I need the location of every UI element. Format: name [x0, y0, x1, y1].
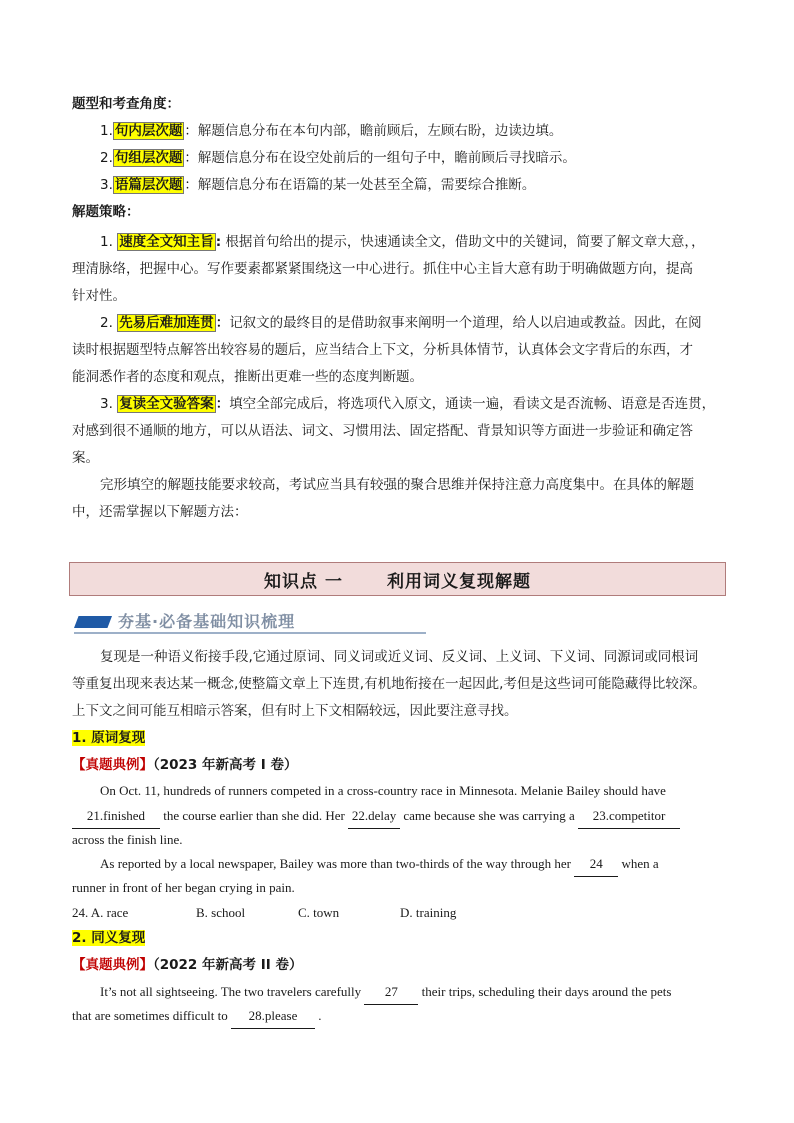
step-3-line-3: 案。: [72, 450, 99, 466]
blank-28: 28.please: [231, 1004, 315, 1029]
step-2-line-2: 读时根据题型特点解答出较容易的题后，应当结合上下文，分析具体情节，认真体会文字背后的东西，才: [72, 342, 693, 358]
answer-options: [72, 902, 456, 924]
banner-bar-icon: [74, 616, 112, 628]
step-3-line-1: 3. 复读全文验答案 ：填空全部完成后，将选项代入原文，通读一遍，看读文是否流畅、语意是否连贯，: [100, 396, 716, 412]
item-2-para-line-1: It’s not all sightseeing. The two travelers carefully 27 their trips, scheduling their days around the pets: [100, 980, 760, 1005]
intro-line-1: 复现是一种语义衔接手段,它通过原词、同义词或近义词、反义词、上义词、下义词、同源词或同根词: [100, 649, 699, 665]
blank-22: 22.delay: [348, 804, 400, 829]
type-item-3: 3. 语篇层次题 ：解题信息分布在语篇的某一处甚至全篇，需要综合推断。: [100, 177, 536, 193]
item-1-para-2-line-2: runner in front of her began crying in pain.: [72, 880, 295, 895]
step-term: 速度全文知主旨: [119, 234, 214, 250]
step-2-line-3: 能洞悉作者的态度和观点，推断出更难一些的态度判断题。: [72, 369, 423, 385]
intro-line-2: 等重复出现来表达某一概念,使整篇文章上下连贯,有机地衔接在一起因此,考但是这些词可能隐藏得比较深。: [72, 676, 706, 692]
option-d: D. training: [400, 905, 457, 920]
step-1-line-3: 针对性。: [72, 288, 126, 304]
type-item-2: 2. 句组层次题 ：解题信息分布在设空处前后的一组句子中，瞻前顾后寻找暗示。: [100, 150, 576, 166]
type-term: 句内层次题: [114, 123, 183, 139]
knowledge-point-header: [69, 562, 726, 596]
option-b: B. school: [196, 905, 246, 920]
option-c: C. town: [298, 905, 340, 920]
blank-23: 23.competitor: [578, 804, 680, 829]
item-1-para-2-line-1: As reported by a local newspaper, Bailey was more than two-thirds of the way through her 24 when a: [100, 852, 760, 877]
type-term: 语篇层次题: [114, 177, 183, 193]
knowledge-point-label: 知识点 一: [264, 571, 343, 592]
type-term: 句组层次题: [114, 150, 183, 166]
step-term: 先易后难加连贯: [119, 315, 214, 331]
item-1-para-1-line-3: across the finish line.: [72, 832, 183, 847]
item-1-para-1-line-2: 21.finished the course earlier than she did. Her 22.delay came because she was carrying a 23.competitor: [72, 804, 732, 829]
item-2-heading: 2. 同义复现: [72, 930, 146, 946]
step-1-line-1: 1. 速度全文知主旨 : 根据首句给出的提示，快速通读全文，借助文中的关键词，简要了解文章大意，，: [100, 234, 705, 250]
example-tag: 【真题典例】: [72, 757, 153, 773]
blank-21: 21.finished: [72, 804, 160, 829]
closing-line-2: 中，还需掌握以下解题方法：: [72, 504, 248, 520]
blank-27: 27: [364, 980, 418, 1005]
type-item-1: 1. 句内层次题 ：解题信息分布在本句内部，瞻前顾后，左顾右盼，边读边填。: [100, 123, 563, 139]
step-3-line-2: 对感到很不通顺的地方，可以从语法、词文、习惯用法、固定搭配、背景知识等方面进一步验证和确定答: [72, 423, 693, 439]
example-tag: 【真题典例】: [72, 957, 153, 973]
item-1-heading: 1. 原词复现: [72, 730, 146, 746]
option-a: 24. A. race: [72, 905, 129, 920]
section-banner: [74, 607, 426, 635]
blank-24: 24: [574, 852, 618, 877]
step-term: 复读全文验答案: [119, 396, 214, 412]
step-2-line-1: 2. 先易后难加连贯 ：记叙文的最终目的是借助叙事来阐明一个道理，给人以启迪或教益。因此，在阅: [100, 315, 702, 331]
item-2-source: 【真题典例】（2022 年新高考 II 卷）: [72, 957, 303, 973]
knowledge-point-title: 利用词义复现解题: [386, 571, 531, 592]
intro-line-3: 上下文之间可能互相暗示答案，但有时上下文相隔较远，因此要注意寻找。: [72, 703, 518, 719]
step-1-line-2: 理清脉络，把握中心。写作要素都紧紧围绕这一中心进行。抓住中心主旨大意有助于明确做题方向，提高: [72, 261, 693, 277]
closing-line-1: 完形填空的解题技能要求较高，考试应当具有较强的聚合思维并保持注意力高度集中。在具体的解题: [100, 477, 694, 493]
item-2-para-line-2: that are sometimes difficult to 28.please .: [72, 1004, 732, 1029]
item-1-para-1-line-1: On Oct. 11, hundreds of runners competed in a cross-country race in Minnesota. Melanie Bailey should have: [100, 783, 666, 798]
item-1-source: 【真题典例】（2023 年新高考 I 卷）: [72, 757, 298, 773]
solve-heading: 解题策略：: [72, 204, 140, 220]
types-heading: 题型和考查角度：: [72, 96, 180, 112]
section-title: 夯基·必备基础知识梳理: [118, 612, 296, 631]
section-divider: [74, 632, 426, 634]
